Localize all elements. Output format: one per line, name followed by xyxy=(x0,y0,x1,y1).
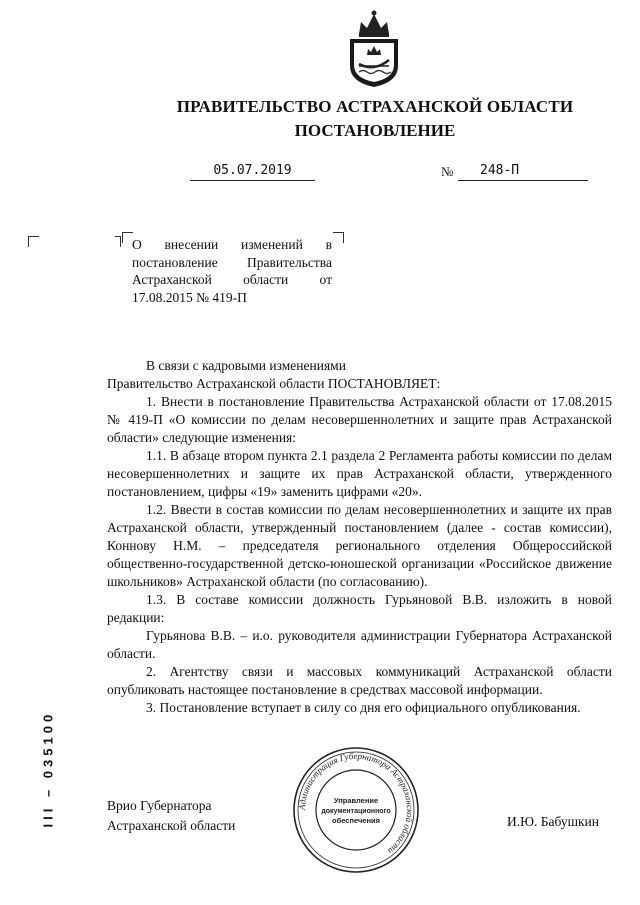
bracket-mark-subject-right xyxy=(333,232,344,243)
stamp-center-line: обеспечения xyxy=(331,816,381,825)
official-stamp xyxy=(292,746,420,874)
bracket-mark-left xyxy=(28,236,39,247)
serial-number: III – 035100 xyxy=(40,710,56,828)
signatory-role-line: Астраханской области xyxy=(107,818,236,833)
document-type-title: ПОСТАНОВЛЕНИЕ xyxy=(294,121,456,140)
stamp-center-line: Управление xyxy=(333,796,379,805)
number-label: № xyxy=(441,164,454,179)
body-paragraph: 1.1. В абзаце втором пункта 2.1 раздела 2 Регламента работы комиссии по делам несовершеннолетних и защите их прав Астраханской области, утвержденного постановлением, цифры «19» заменить цифрами «20». xyxy=(107,448,612,499)
body-paragraph: Правительство Астраханской области ПОСТАНОВЛЯЕТ: xyxy=(107,376,441,391)
body-paragraph: 3. Постановление вступает в силу со дня его официального опубликования. xyxy=(146,700,581,715)
coat-of-arms-emblem xyxy=(345,8,403,88)
body-paragraph: 2. Агентству связи и массовых коммуникаций Астраханской области опубликовать настоящее постановление в средствах массовой информации. xyxy=(107,664,612,697)
body-paragraph: В связи с кадровыми изменениями xyxy=(146,358,346,373)
resolution-body xyxy=(107,357,612,717)
document-number: 248-П xyxy=(458,163,588,181)
subject-block: О внесении изменений в постановление Правительства Астраханской области от 17.08.2015 № 419-П xyxy=(132,237,332,305)
signatory-role xyxy=(107,796,235,836)
signatory-name: И.Ю. Бабушкин xyxy=(507,814,600,829)
body-paragraph: Гурьянова В.В. – и.о. руководителя администрации Губернатора Астраханской области. xyxy=(107,628,612,661)
stamp-center-line: документационного xyxy=(321,808,391,815)
body-paragraph: 1.3. В составе комиссии должность Гурьяновой В.В. изложить в новой редакции: xyxy=(107,592,612,625)
bracket-mark-subject-left-2 xyxy=(115,236,121,247)
signatory-role-line: Врио Губернатора xyxy=(107,798,212,813)
body-paragraph: 1. Внести в постановление Правительства Астраханской области от 17.08.2015 № 419-П «О комиссии по делам несовершеннолетних и защите прав Астраханской области» следующие изменения: xyxy=(107,394,612,445)
stamp-ring-text: Администрация Губернатора Астраханской области xyxy=(296,750,416,857)
body-paragraph: 1.2. Ввести в состав комиссии по делам несовершеннолетних и защите их прав Астраханской области, утвержденный постановлением (далее - состав комиссии), Коннову Н.М. – председателя регионального отделения Общероссийской общественно-государственной детско-юношеской организации «Российское движение школьников» Астраханской области (по согласованию). xyxy=(107,502,612,589)
document-date: 05.07.2019 xyxy=(190,163,315,181)
government-title: ПРАВИТЕЛЬСТВО АСТРАХАНСКОЙ ОБЛАСТИ xyxy=(176,97,574,116)
